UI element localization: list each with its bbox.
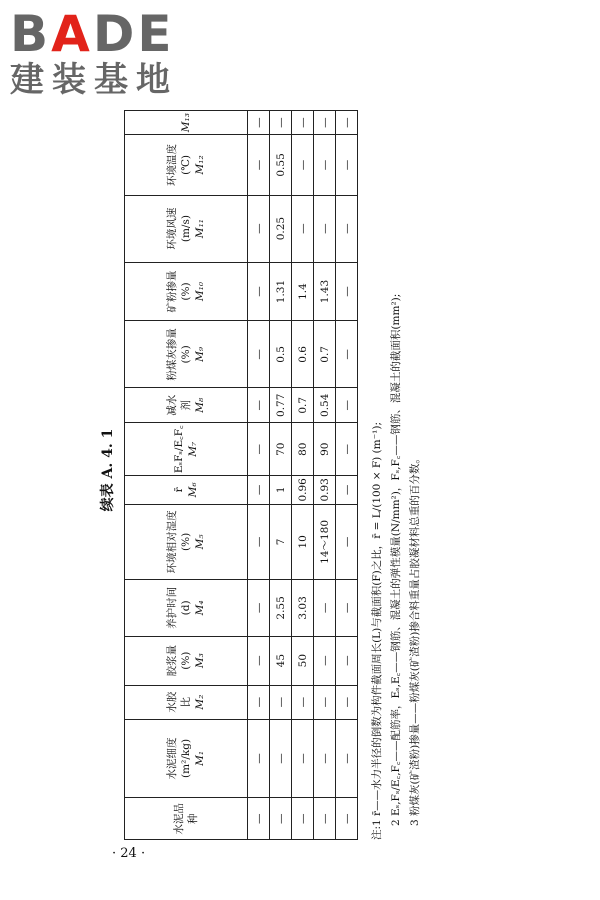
column-code: M₁ (194, 750, 206, 766)
column-code: M₁₁ (194, 219, 206, 239)
table-cell: 1.4 (292, 262, 314, 321)
table-cell: — (270, 719, 292, 798)
table-cell: 0.96 (292, 476, 314, 504)
column-label: 水泥品种 (173, 802, 199, 835)
table-cell: — (314, 580, 336, 636)
table-cell: — (336, 195, 358, 262)
column-header (125, 423, 248, 476)
table-cell: — (248, 504, 270, 580)
column-header (125, 388, 248, 423)
note-2: 2 Eₛ,Fₛ/E꜀,F꜀——配筋率，Eₛ,E꜀——钢筋、混凝土的弹性模量(N/mm²)，Fₛ,F꜀——钢筋、混凝土的截面积(mm²); (390, 293, 402, 826)
table-cell: — (248, 798, 270, 840)
table-row (292, 111, 314, 840)
table-row (270, 111, 292, 840)
column-header (125, 685, 248, 719)
column-label: EₛFₛ/E꜀F꜀ (173, 425, 185, 474)
column-code: M₈ (194, 397, 206, 413)
table-cell: — (292, 719, 314, 798)
column-code: M₁₀ (194, 281, 206, 302)
column-code: M₃ (194, 653, 206, 669)
table-cell: — (336, 111, 358, 135)
table-cell: 2.55 (270, 580, 292, 636)
table-cell: 0.6 (292, 321, 314, 388)
table-cell: 90 (314, 423, 336, 476)
table-cell: — (248, 262, 270, 321)
table-cell: 45 (270, 636, 292, 685)
table-cell: — (292, 798, 314, 840)
table-cell: — (336, 580, 358, 636)
table-cell: 14～180 (314, 504, 336, 580)
column-header (125, 135, 248, 195)
table-cell: — (292, 111, 314, 135)
table-cell: 0.5 (270, 321, 292, 388)
page-number: · 24 · (112, 846, 146, 861)
column-code: M₆ (187, 482, 199, 498)
table-cell: — (336, 388, 358, 423)
table-cell: — (248, 423, 270, 476)
table-cell: — (314, 636, 336, 685)
column-header (125, 580, 248, 636)
column-header (125, 719, 248, 798)
table-cell: — (336, 636, 358, 685)
continued-table (124, 110, 358, 840)
table-cell: 1.31 (270, 262, 292, 321)
bade-logo (10, 5, 178, 100)
logo-wordmark: BADE (10, 5, 175, 63)
table-cell: 10 (292, 504, 314, 580)
table-cell: — (314, 685, 336, 719)
table-cell: — (248, 636, 270, 685)
table-title: 续表 A. 4. 1 (100, 428, 116, 512)
table-cell: 50 (292, 636, 314, 685)
column-label: 粉煤灰掺量(%) (166, 328, 192, 381)
table-cell: — (336, 476, 358, 504)
column-label: r̄ (173, 487, 185, 493)
table-notes (368, 100, 425, 840)
table-cell: — (336, 719, 358, 798)
table-cell: — (314, 111, 336, 135)
table-cell: — (248, 685, 270, 719)
column-label: 环境温度(℃) (166, 143, 192, 186)
table-cell: 0.54 (314, 388, 336, 423)
column-label: 环境风速(m/s) (166, 207, 192, 250)
column-code: M₇ (187, 441, 199, 457)
column-label: 水胶比 (166, 691, 192, 713)
table-cell: — (336, 135, 358, 195)
table-cell: — (336, 685, 358, 719)
table-cell: — (336, 423, 358, 476)
table-cell: — (248, 476, 270, 504)
column-header (125, 636, 248, 685)
table-cell: — (270, 111, 292, 135)
column-header (125, 504, 248, 580)
column-header (125, 262, 248, 321)
column-label: 环境相对湿度(%) (166, 510, 192, 574)
table-cell: — (314, 798, 336, 840)
table-row (248, 111, 270, 840)
table-cell: 1 (270, 476, 292, 504)
column-code: M₉ (194, 346, 206, 362)
table-cell: — (292, 195, 314, 262)
table-cell: — (336, 321, 358, 388)
column-code: M₄ (194, 600, 206, 616)
table-cell: — (270, 685, 292, 719)
table-cell: 80 (292, 423, 314, 476)
table-cell: — (336, 504, 358, 580)
table-cell: 0.25 (270, 195, 292, 262)
note-3: 3 粉煤灰(矿渣粉)掺量——粉煤灰(矿渣粉)掺合料重量占胶凝材料总重的百分数。 (409, 453, 421, 826)
table-cell: — (248, 195, 270, 262)
table-row (314, 111, 336, 840)
table-cell: — (248, 111, 270, 135)
table-cell: — (270, 798, 292, 840)
column-label: 养护时间(d) (166, 586, 192, 629)
column-label: 胶浆量(%) (166, 644, 192, 677)
table-cell: — (248, 580, 270, 636)
column-code: M₁₃ (180, 113, 192, 133)
column-code: M₁₂ (194, 155, 206, 175)
column-header (125, 476, 248, 504)
table-row (336, 111, 358, 840)
table-cell: — (248, 135, 270, 195)
table-cell: — (336, 262, 358, 321)
table-cell: — (336, 798, 358, 840)
logo-chinese-text: 建装基地 (10, 60, 178, 100)
table-cell: — (314, 719, 336, 798)
rotated-table-page (90, 100, 430, 840)
column-code: M₂ (194, 694, 206, 710)
column-header (125, 798, 248, 840)
table-cell: — (314, 195, 336, 262)
column-header (125, 111, 248, 135)
table-cell: — (292, 685, 314, 719)
column-header (125, 195, 248, 262)
table-cell: — (248, 321, 270, 388)
table-cell: 1.43 (314, 262, 336, 321)
column-code: M₅ (194, 534, 206, 550)
table-cell: 0.77 (270, 388, 292, 423)
column-label: 水泥细度(m²/kg) (166, 737, 192, 780)
note-1: 注:1 r̄——水力半径的倒数为构件截面周长(L)与截面积(F)之比，r̄ = L/(100 × F) (m⁻¹); (371, 422, 383, 840)
column-header (125, 321, 248, 388)
table-cell: 7 (270, 504, 292, 580)
table-cell: 3.03 (292, 580, 314, 636)
table-cell: — (248, 719, 270, 798)
table-cell: 0.55 (270, 135, 292, 195)
table-cell: — (248, 388, 270, 423)
table-cell: — (292, 135, 314, 195)
table-cell: 0.7 (314, 321, 336, 388)
table-cell: 0.93 (314, 476, 336, 504)
table-cell: 70 (270, 423, 292, 476)
column-label: 减水剂 (166, 394, 192, 416)
column-label: 矿粉掺量(%) (166, 270, 192, 313)
table-cell: — (314, 135, 336, 195)
table-cell: 0.7 (292, 388, 314, 423)
